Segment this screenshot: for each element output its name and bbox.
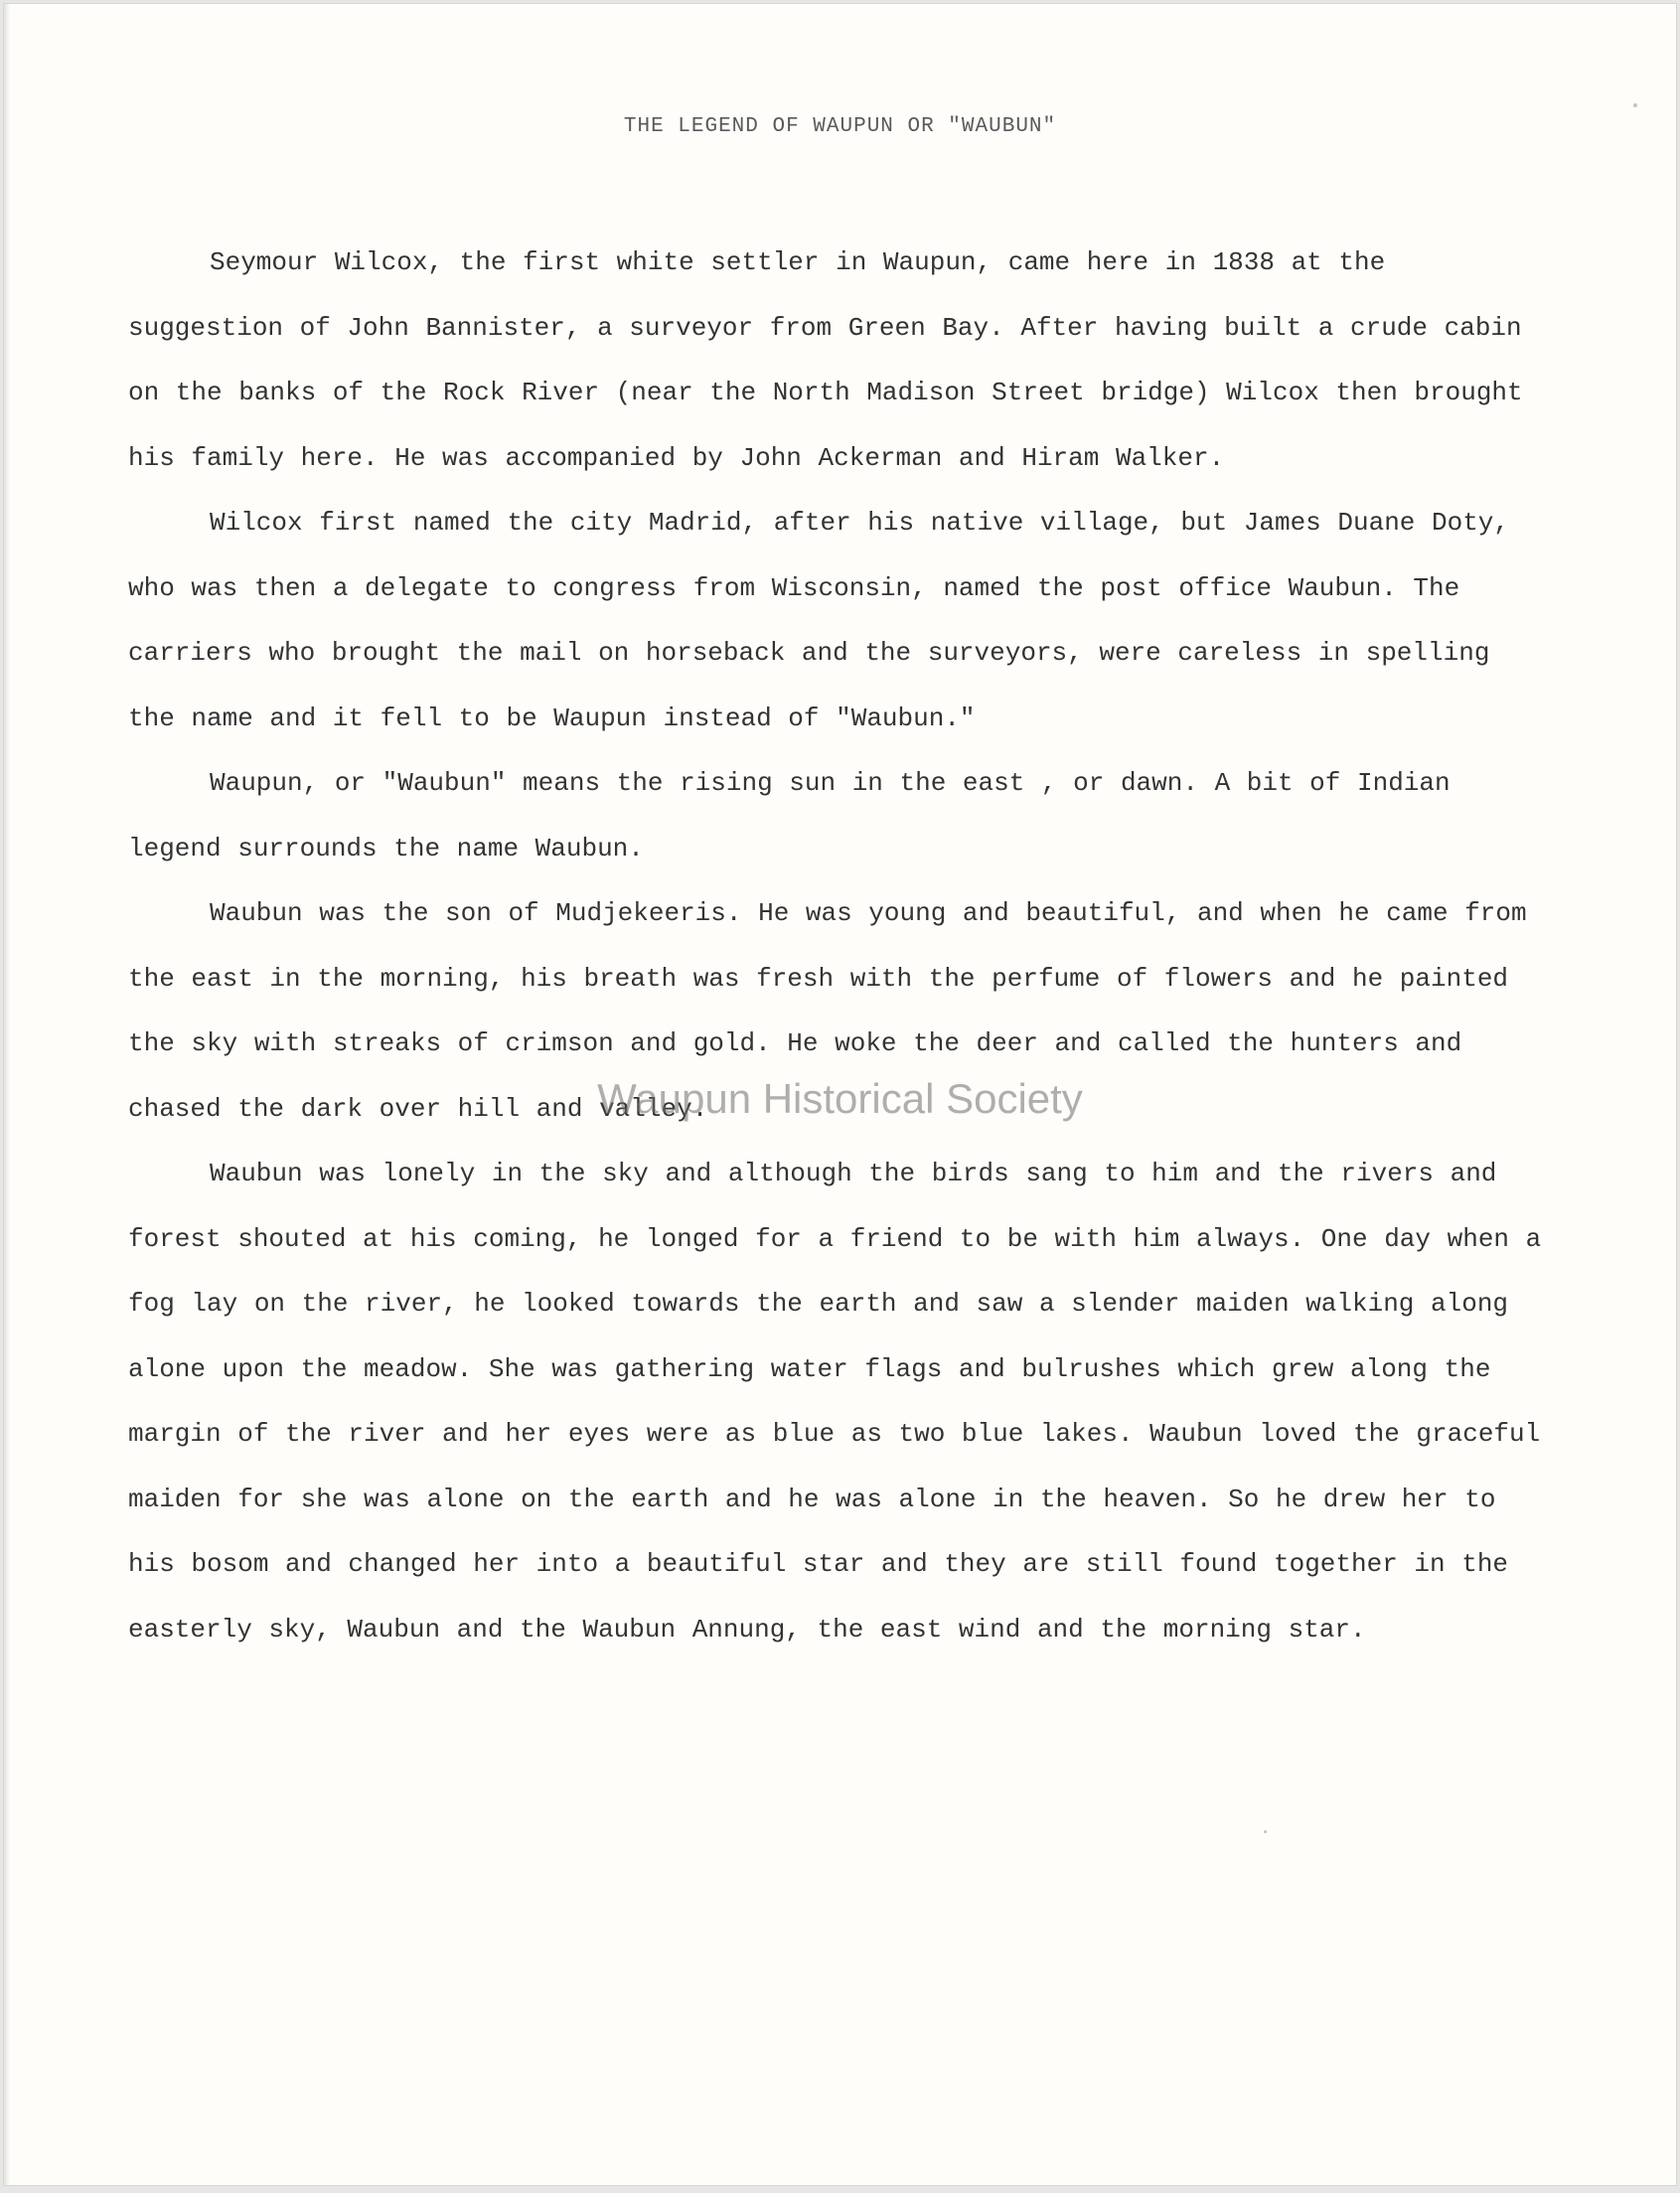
page-edge-shadow: [4, 4, 10, 2185]
paper-speck: [1264, 1830, 1267, 1833]
document-title: THE LEGEND OF WAUPUN OR "WAUBUN": [623, 115, 1057, 138]
paper-speck: [1633, 103, 1637, 107]
paragraph-3: Waupun, or "Waubun" means the rising sun in the east , or dawn. A bit of Indian legend surrounds the name Waubun.: [128, 768, 1451, 863]
document-body: [128, 231, 1549, 1662]
paragraph-4: Waubun was the son of Mudjekeeris. He was young and beautiful, and when he came from the east in the morning, his breath was fresh with the perfume of flowers and he painted the sky with streaks of crimson and gold. He woke the deer and called the hunters and chased the dark over hill and valley.: [128, 898, 1527, 1124]
paragraph-1: Seymour Wilcox, the first white settler in Waupun, came here in 1838 at the suggestion of John Bannister, a surveyor from Green Bay. After having built a crude cabin on the banks of the Rock River (near the North Madison Street bridge) Wilcox then brought his family here. He was accompanied by John Ackerman and Hiram Walker.: [128, 247, 1523, 473]
paragraph-2: Wilcox first named the city Madrid, after his native village, but James Duane Doty, who was then a delegate to congress from Wisconsin, named the post office Waubun. The carriers who brought the mail on horseback and the surveyors, were careless in spelling the name and it fell to be Waupun instead of "Waubun.": [128, 508, 1510, 733]
paragraph-5: Waubun was lonely in the sky and although the birds sang to him and the rivers and forest shouted at his coming, he longed for a friend to be with him always. One day when a fog lay on the river, he looked towards the earth and saw a slender maiden walking along alone upon the meadow. She was gathering water flags and bulrushes which grew along the margin of the river and her eyes were as blue as two blue lakes. Waubun loved the graceful maiden for she was alone on the earth and he was alone in the heaven. So he drew her to his bosom and changed her into a beautiful star and they are still found together in the easterly sky, Waubun and the Waubun Annung, the east wind and the morning star.: [128, 1159, 1542, 1645]
document-page: [4, 4, 1676, 2185]
watermark-text: Waupun Historical Society: [597, 1075, 1083, 1122]
